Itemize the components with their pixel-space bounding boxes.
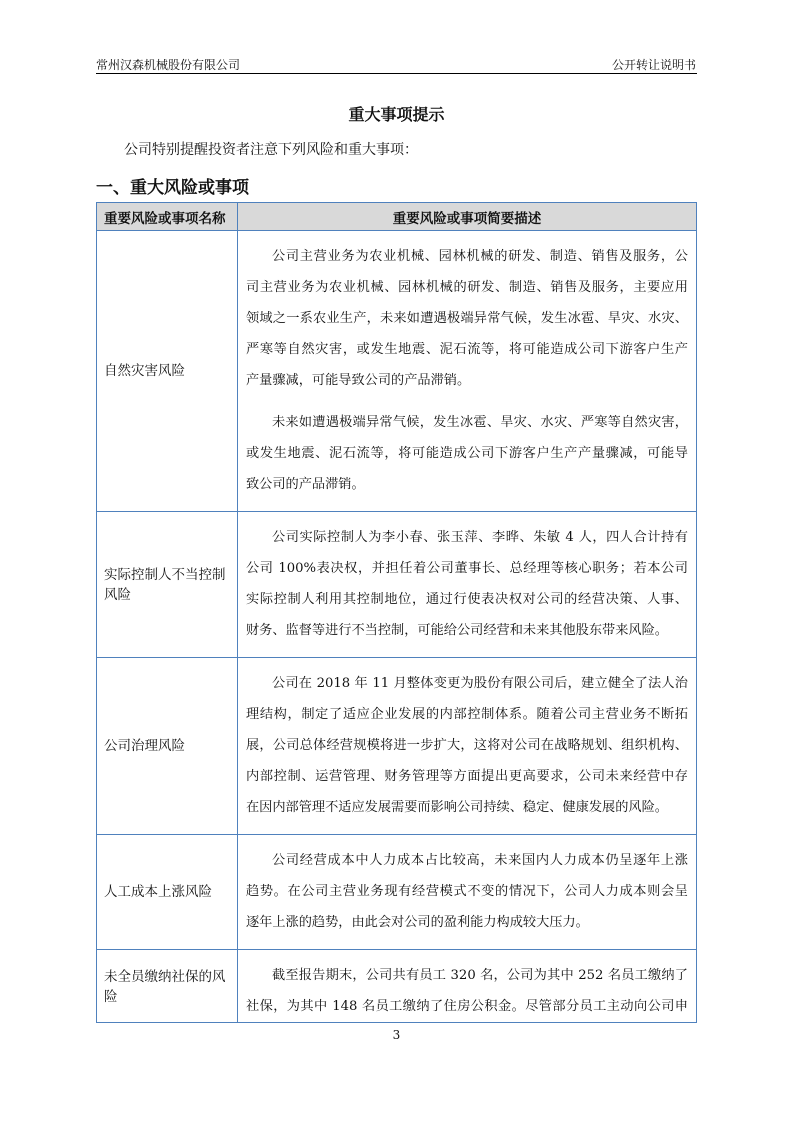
description-line: 公司 100%表决权，并担任着公司董事长、总经理等核心职务；若本公司: [246, 561, 688, 576]
description-paragraph: [246, 960, 688, 1022]
description-paragraph: [246, 522, 688, 646]
description-line: 截至报告期末，公司共有员工 320 名，公司为其中 252 名员工缴纳了: [272, 968, 688, 983]
risk-name: 人工成本上涨风险: [97, 835, 238, 950]
risk-description: [238, 835, 697, 950]
table-row: [97, 950, 697, 1023]
risk-table: [96, 202, 697, 1023]
description-line: 内部控制、运营管理、财务管理等方面提出更高要求，公司未来经营中存: [246, 769, 688, 784]
intro-text: 公司特别提醒投资者注意下列风险和重大事项：: [124, 142, 418, 158]
description-paragraph: [246, 241, 688, 396]
risk-description: [238, 950, 697, 1023]
description-line: 展，公司总体经营规模将进一步扩大，这将对公司在战略规划、组织机构、: [246, 738, 688, 753]
header-divider: [96, 73, 697, 74]
table-row: [97, 231, 697, 512]
description-line: 严寒等自然灾害，或发生地震、泥石流等，将可能造成公司下游客户生产: [246, 342, 688, 357]
description-line: 在因内部管理不适应发展需要而影响公司持续、稳定、健康发展的风险。: [246, 800, 668, 815]
description-line: 趋势。在公司主营业务现有经营模式不变的情况下，公司人力成本则会呈: [246, 884, 688, 899]
description-line: 社保，为其中 148 名员工缴纳了住房公积金。尽管部分员工主动向公司申: [246, 999, 688, 1014]
description-paragraph: [246, 845, 688, 938]
risk-name: 公司治理风险: [97, 658, 238, 835]
table-row: [97, 658, 697, 835]
description-line: 致公司的产品滞销。: [246, 477, 365, 492]
description-line: 司主营业务为农业机械、园林机械的研发、制造、销售及服务，主要应用: [246, 280, 688, 295]
column-header-risk-description: 重要风险或事项简要描述: [238, 203, 697, 231]
description-paragraph: [246, 668, 688, 823]
description-line: 实际控制人利用其控制地位，通过行使表决权对公司的经营决策、人事、: [246, 592, 688, 607]
risk-description: [238, 658, 697, 835]
header-document-type: 公开转让说明书: [611, 58, 696, 72]
description-line: 未来如遭遇极端异常气候，发生冰雹、旱灾、水灾、严寒等自然灾害，: [272, 415, 688, 430]
risk-name: 实际控制人不当控制风险: [97, 512, 238, 658]
description-line: 财务、监督等进行不当控制，可能给公司经营和未来其他股东带来风险。: [246, 623, 668, 638]
risk-description: [238, 231, 697, 512]
header-company-name: 常州汉森机械股份有限公司: [96, 58, 241, 72]
risk-name: 未全员缴纳社保的风险: [97, 950, 238, 1023]
column-header-risk-name: 重要风险或事项名称: [97, 203, 238, 231]
description-line: 或发生地震、泥石流等，将可能造成公司下游客户生产产量骤减，可能导: [246, 446, 688, 461]
table-row: [97, 512, 697, 658]
description-paragraph: [246, 407, 688, 500]
description-line: 理结构，制定了适应企业发展的内部控制体系。随着公司主营业务不断拓: [246, 707, 688, 722]
description-line: 公司主营业务为农业机械、园林机械的研发、制造、销售及服务，公: [272, 249, 688, 264]
description-line: 逐年上涨的趋势，由此会对公司的盈利能力构成较大压力。: [246, 915, 589, 930]
table-header-row: [97, 203, 697, 231]
description-line: 产量骤减，可能导致公司的产品滞销。: [246, 373, 471, 388]
page-title: 重大事项提示: [348, 105, 445, 124]
page-number: 3: [392, 1028, 401, 1042]
risk-description: [238, 512, 697, 658]
description-line: 公司经营成本中人力成本占比较高，未来国内人力成本仍呈逐年上涨: [272, 853, 688, 868]
description-line: 公司在 2018 年 11 月整体变更为股份有限公司后，建立健全了法人治: [272, 676, 688, 691]
description-line: 领域之一系农业生产，未来如遭遇极端异常气候，发生冰雹、旱灾、水灾、: [246, 311, 688, 326]
risk-name: 自然灾害风险: [97, 231, 238, 512]
table-row: [97, 835, 697, 950]
section-heading: 一、重大风险或事项: [96, 178, 249, 198]
description-line: 公司实际控制人为李小春、张玉萍、李晔、朱敏 4 人，四人合计持有: [272, 530, 688, 545]
